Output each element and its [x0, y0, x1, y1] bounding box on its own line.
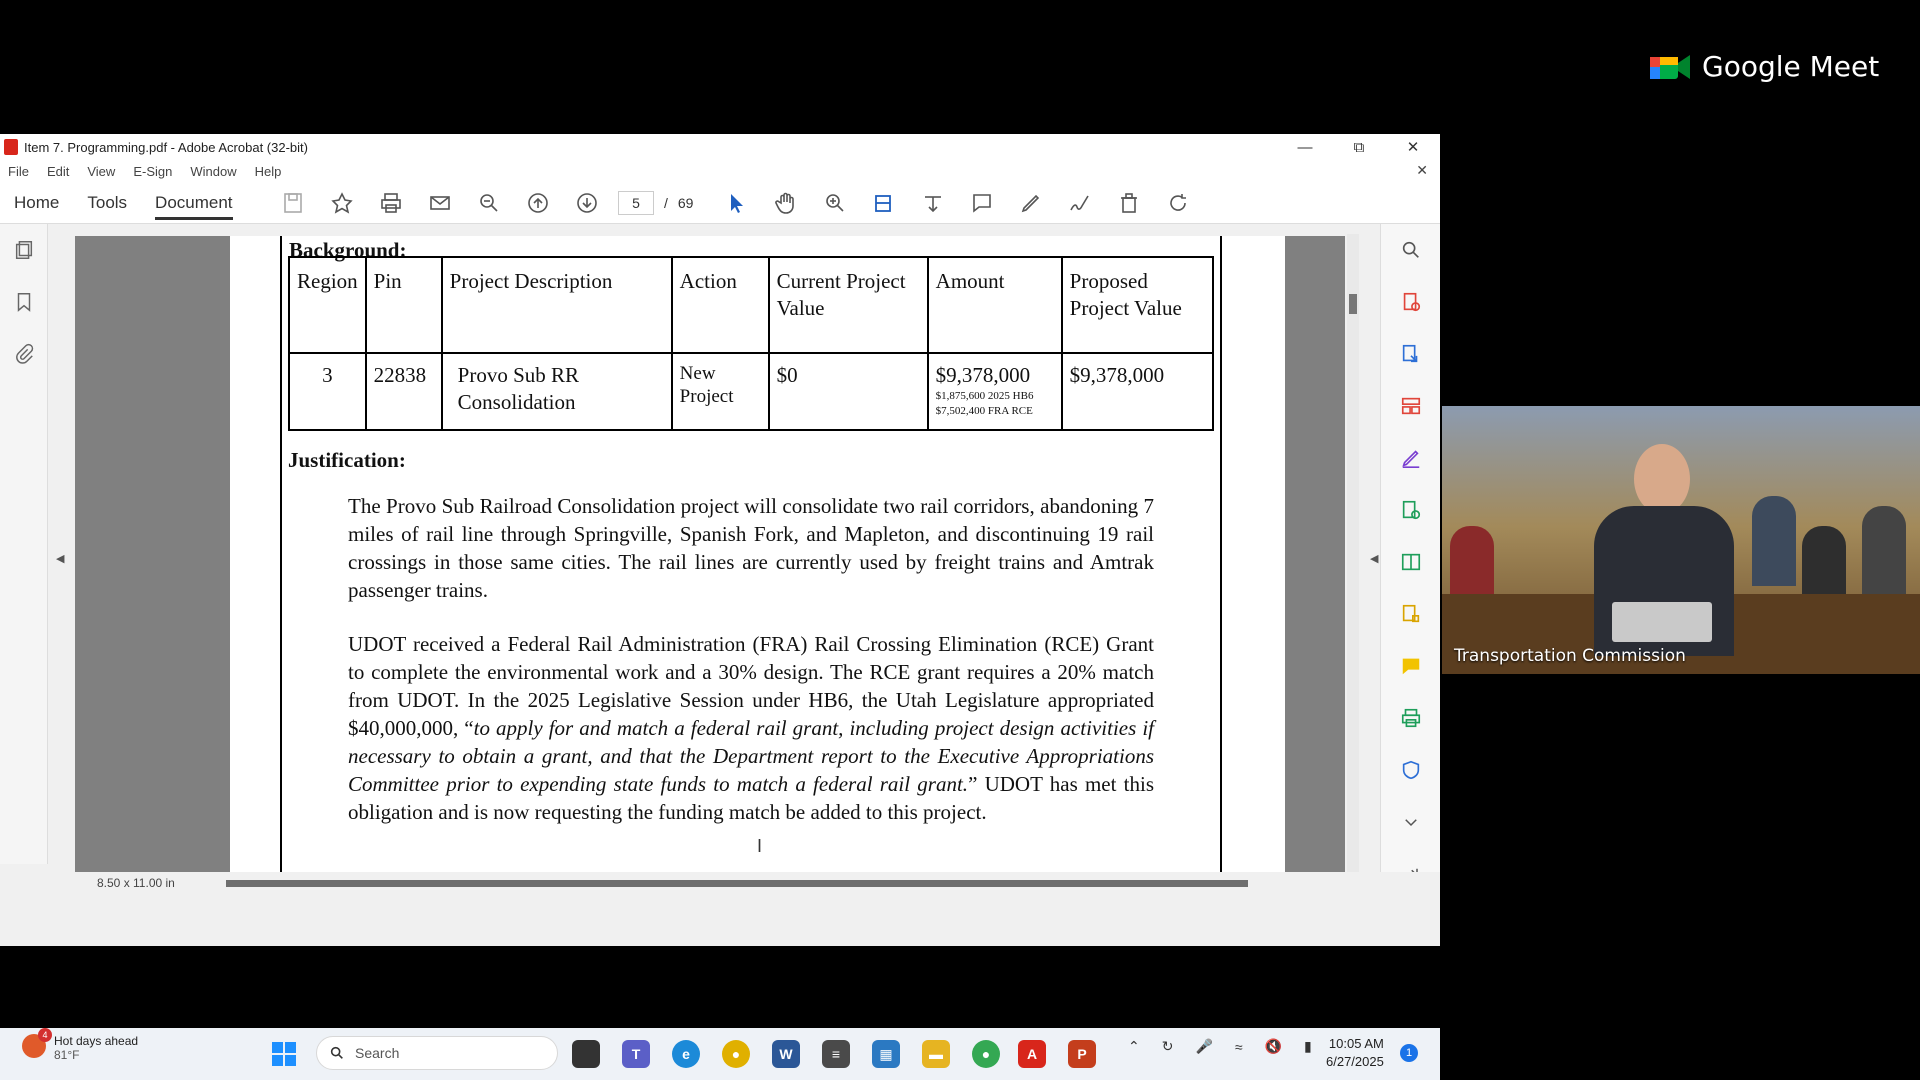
taskbar-clock[interactable]: [1326, 1035, 1384, 1071]
taskbar-search-box[interactable]: [316, 1036, 558, 1070]
cell-description: Provo Sub RR Consolidation: [442, 353, 672, 430]
battery-icon[interactable]: ▮: [1304, 1038, 1312, 1054]
header-proposed-project-value: Proposed Project Value: [1062, 257, 1213, 353]
window-title: Item 7. Programming.pdf - Adobe Acrobat (32-bit): [24, 139, 308, 155]
menu-esign[interactable]: E-Sign: [133, 163, 173, 179]
start-windows-icon[interactable]: [272, 1042, 296, 1066]
more-tools-chevron-down-icon[interactable]: [1381, 796, 1441, 848]
header-action: Action: [672, 257, 769, 353]
clock-date: 6/27/2025: [1326, 1054, 1384, 1069]
weather-sun-icon: [22, 1030, 48, 1058]
background-heading: Background:: [289, 238, 407, 262]
acrobat-app-icon: [4, 139, 18, 155]
background-person: [1862, 506, 1906, 596]
acrobat-taskbar-icon[interactable]: A: [1018, 1040, 1046, 1068]
microphone-icon[interactable]: 🎤: [1195, 1038, 1213, 1054]
menu-window[interactable]: Window: [190, 163, 237, 179]
zoom-in-icon[interactable]: [817, 187, 853, 219]
scroll-mode-icon[interactable]: [915, 187, 951, 219]
text-cursor-icon: I: [757, 836, 763, 856]
notification-badge[interactable]: 1: [1400, 1044, 1418, 1062]
header-project-description: Project Description: [442, 257, 672, 353]
collapse-left-panel-icon[interactable]: ◀: [56, 553, 65, 565]
tray-chevron-up-icon[interactable]: ⌃: [1128, 1038, 1140, 1054]
tab-home[interactable]: Home: [14, 192, 60, 212]
menu-view[interactable]: View: [87, 163, 116, 179]
project-table: [288, 256, 1214, 431]
star-icon[interactable]: [324, 187, 360, 219]
cell-pin: 22838: [366, 353, 442, 430]
rotate-icon[interactable]: [1160, 187, 1196, 219]
print-production-icon[interactable]: [1381, 692, 1441, 744]
google-meet-brand: [1650, 50, 1879, 83]
cell-region: 3: [289, 353, 366, 430]
participant-name-label: Transportation Commission: [1454, 646, 1686, 666]
close-button[interactable]: ✕: [1406, 139, 1420, 156]
header-current-project-value: Current Project Value: [769, 257, 928, 353]
vertical-scroll-thumb[interactable]: [1349, 294, 1357, 314]
weather-widget[interactable]: [22, 1030, 139, 1062]
edit-pdf-icon[interactable]: [1381, 484, 1441, 536]
chrome-browser-icon[interactable]: ●: [722, 1040, 750, 1068]
select-cursor-icon[interactable]: [719, 187, 755, 219]
page-separator: /: [664, 195, 668, 211]
sign-icon[interactable]: [1062, 187, 1098, 219]
google-meet-title: Google Meet: [1702, 50, 1880, 83]
windows-taskbar: [0, 1028, 1440, 1080]
paragraph-2-quote: to apply for and match a federal rail grant, including project design activities if necessary to obtain a grant, and that the Department report to the Executive Appropriations Committee prior to expending state funds to match a federal rail grant.: [348, 716, 1154, 796]
edge-browser-icon[interactable]: e: [672, 1040, 700, 1068]
cell-current-value: $0: [769, 353, 928, 430]
left-navigation-rail: [0, 224, 48, 864]
google-meet-logo-icon: [1650, 51, 1690, 83]
save-icon[interactable]: [275, 187, 311, 219]
cell-action: New Project: [672, 353, 769, 430]
tab-tools[interactable]: Tools: [87, 192, 128, 212]
amount-note-hb6: $1,875,600 2025 HB6: [935, 390, 1034, 402]
search-tools-icon[interactable]: [1381, 224, 1441, 276]
participant-video-tile[interactable]: [1442, 406, 1920, 674]
combine-files-icon[interactable]: [1381, 588, 1441, 640]
pdf-page: [230, 236, 1285, 872]
page-number-input[interactable]: 5: [618, 191, 654, 215]
file-explorer-icon[interactable]: ▬: [922, 1040, 950, 1068]
organize-pages-icon[interactable]: [1381, 380, 1441, 432]
cell-proposed-value: $9,378,000: [1062, 353, 1213, 430]
page-navigator: [618, 191, 693, 215]
create-pdf-icon[interactable]: [1381, 328, 1441, 380]
powerpoint-icon[interactable]: P: [1068, 1040, 1096, 1068]
hand-tool-icon[interactable]: [768, 187, 804, 219]
header-region: Region: [289, 257, 366, 353]
right-tools-rail: [1380, 224, 1440, 874]
table-row: [289, 353, 1213, 430]
status-bar: [0, 872, 1440, 894]
minimize-button[interactable]: —: [1297, 138, 1313, 156]
amount-total: $9,378,000: [935, 363, 1031, 387]
close-document-icon[interactable]: ✕: [1416, 162, 1428, 178]
page-total: 69: [677, 195, 694, 211]
previous-page-icon[interactable]: [520, 187, 556, 219]
compare-icon[interactable]: [1381, 536, 1441, 588]
taskbar-search-placeholder: Search: [355, 1045, 400, 1061]
word-icon[interactable]: W: [772, 1040, 800, 1068]
toolbar: [0, 182, 1440, 224]
print-icon[interactable]: [373, 187, 409, 219]
sync-icon[interactable]: ↻: [1161, 1038, 1174, 1054]
task-view-icon[interactable]: [572, 1040, 600, 1068]
cell-amount: [928, 353, 1062, 430]
menu-help[interactable]: Help: [254, 163, 282, 179]
collapse-right-panel-icon[interactable]: ◀: [1370, 553, 1379, 565]
restore-button[interactable]: ⧉: [1353, 138, 1365, 156]
highlight-pen-icon[interactable]: [1013, 187, 1049, 219]
speaker-muted-icon[interactable]: 🔇: [1264, 1038, 1283, 1054]
fill-sign-icon[interactable]: [1381, 432, 1441, 484]
weather-badge: 4: [38, 1028, 52, 1042]
document-viewport[interactable]: [75, 236, 1345, 872]
comment-icon[interactable]: [964, 187, 1000, 219]
export-pdf-icon[interactable]: [1381, 276, 1441, 328]
menu-file[interactable]: File: [8, 163, 29, 179]
search-icon: [329, 1045, 345, 1061]
tool-strip: [275, 182, 1209, 224]
calculator-icon[interactable]: ≡: [822, 1040, 850, 1068]
weather-title: Hot days ahead: [54, 1034, 139, 1048]
clock-time: 10:05 AM: [1328, 1036, 1384, 1051]
comment-tool-icon[interactable]: [1381, 640, 1441, 692]
menu-bar: [0, 160, 1440, 182]
paragraph-2-start: UDOT received a Federal Rail Administration (FRA) Rail Crossing Elimination (RCE) Grant to complete the environmental work and a 30% design. The RCE grant requires a 20% match from UDOT. In the 2025 Legislative Session under HB6, the Utah Legislature appropriated $40,000,000, “: [348, 632, 1154, 740]
horizontal-scrollbar[interactable]: [226, 880, 1248, 887]
justification-heading: Justification:: [288, 448, 406, 472]
header-amount: Amount: [928, 257, 1062, 353]
teams-icon[interactable]: T: [622, 1040, 650, 1068]
table-header-row: [289, 257, 1213, 353]
vertical-scrollbar[interactable]: [1347, 234, 1359, 874]
paragraph-2-end: ” UDOT has met this obligation and is now requesting the funding match be added to this project.: [348, 772, 1155, 824]
weather-temperature: 81°F: [54, 1048, 80, 1062]
title-bar: [0, 134, 1440, 160]
laptop: [1612, 602, 1712, 642]
background-person: [1752, 496, 1796, 586]
delete-icon[interactable]: [1111, 187, 1147, 219]
protect-icon[interactable]: [1381, 744, 1441, 796]
wifi-icon[interactable]: ≈: [1234, 1038, 1243, 1055]
justification-paragraph-1: The Provo Sub Railroad Consolidation project will consolidate two rail corridors, abandoning 7 miles of rail line through Springville, Spanish Fork, and Mapleton, and discontinuing 19 rail crossings in those same cities. The rail lines are currently used by freight trains and Amtrak passenger trains.: [348, 494, 1154, 602]
page-thumbnails-icon[interactable]: [0, 224, 48, 276]
find-icon[interactable]: [471, 187, 507, 219]
chrome-profile-icon[interactable]: ●: [972, 1040, 1000, 1068]
email-icon[interactable]: [422, 187, 458, 219]
justification-paragraph-2: [348, 630, 1154, 826]
bookmarks-icon[interactable]: [0, 276, 48, 328]
header-pin: Pin: [366, 257, 442, 353]
outlook-calendar-icon[interactable]: ▦: [872, 1040, 900, 1068]
page-size-label: 8.50 x 11.00 in: [97, 876, 175, 890]
amount-note-fra: $7,502,400 FRA RCE: [935, 405, 1033, 417]
next-page-icon[interactable]: [569, 187, 605, 219]
acrobat-window: [0, 134, 1440, 1069]
menu-edit[interactable]: Edit: [46, 163, 70, 179]
attachments-icon[interactable]: [0, 328, 48, 380]
tab-document[interactable]: Document: [141, 182, 246, 224]
system-tray: [1128, 1038, 1312, 1055]
speaker-head: [1634, 444, 1690, 514]
fit-page-icon[interactable]: [866, 187, 902, 219]
